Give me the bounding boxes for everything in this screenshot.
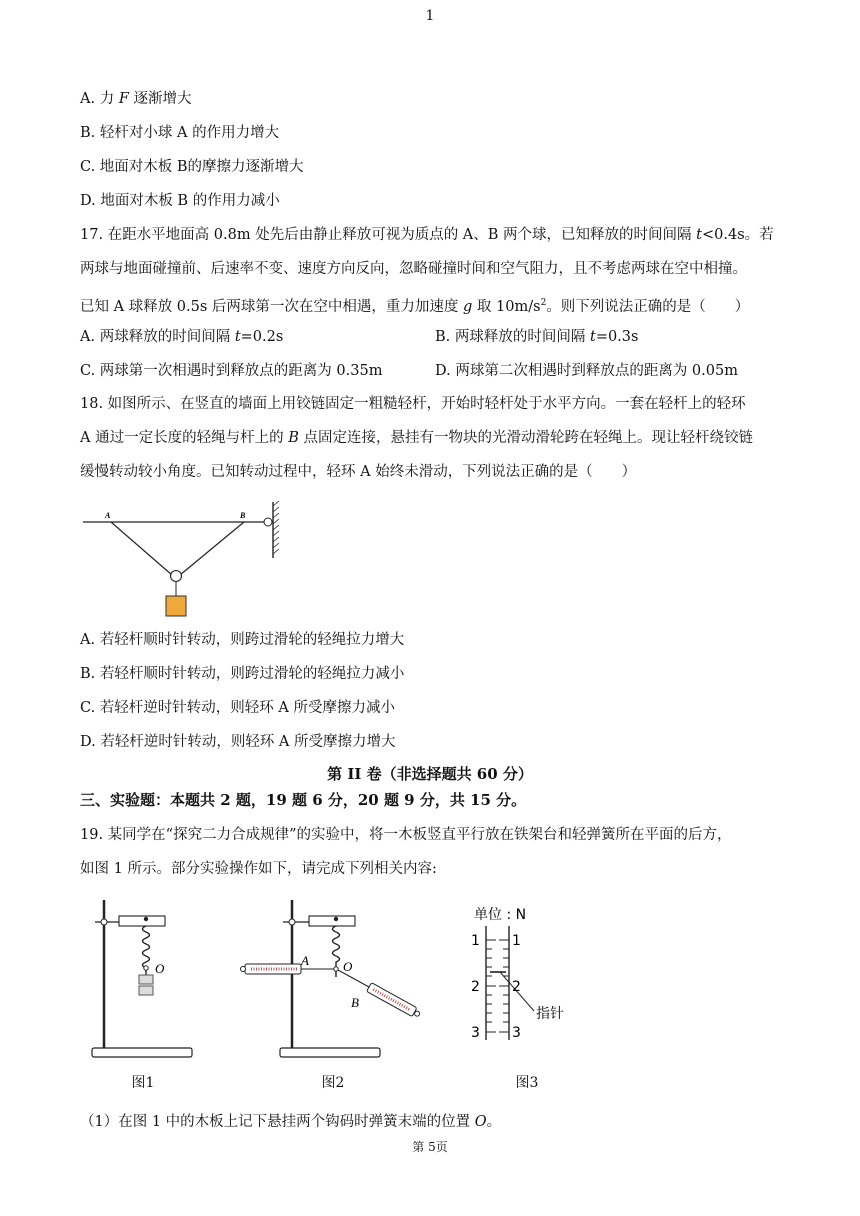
clamp <box>101 919 107 925</box>
q18-stem-line2: A 通过一定长度的轻绳与杆上的 B 点固定连接，悬挂有一物块的光滑动滑轮跨在轻绳上。现让轻杆绕铰链 <box>80 430 753 446</box>
page-footer: 第 5页 <box>412 1140 448 1154</box>
clamp <box>289 919 295 925</box>
label-a: A <box>301 953 309 968</box>
q17-option-d: D. 两球第二次相遇时到释放点的距离为 0.05m <box>435 363 738 379</box>
node-o <box>334 967 338 971</box>
section-3-title: 三、实验题：本题共 2 题，19 题 6 分，20 题 9 分，共 15 分。 <box>80 791 527 809</box>
q17-stem-line3: 已知 A 球释放 0.5s 后两球第一次在空中相遇，重力加速度 g 取 $10m/s^2$。则下列说法正确的是（ ） <box>80 298 750 315</box>
scale-a-ring <box>241 967 246 972</box>
spring-end <box>144 966 148 970</box>
hinge <box>264 518 272 526</box>
caption-figure-3: 图3 <box>515 1075 539 1091</box>
q16-option-d: D. 地面对木板 B 的作用力减小 <box>80 193 280 209</box>
q18-option-c: C. 若轻杆逆时针转动，则轻环 A 所受摩擦力减小 <box>80 700 395 716</box>
q18-option-d: D. 若轻杆逆时针转动，则轻环 A 所受摩擦力增大 <box>80 734 396 750</box>
pulley <box>171 571 182 582</box>
page-number-top: 1 <box>425 8 435 24</box>
tick-1-left: 1 <box>471 933 480 949</box>
label-o: O <box>155 961 165 976</box>
unit-label: 单位 : N <box>474 907 527 923</box>
q18-stem-line3: 缓慢转动较小角度。已知转动过程中，轻环 A 始终未滑动，下列说法正确的是（ ） <box>80 464 637 480</box>
rope-right <box>180 522 244 575</box>
label-a: A <box>105 511 111 520</box>
figure-3-scale-reading <box>460 900 580 1050</box>
spring-hook <box>144 917 148 921</box>
figure-2-two-spring-scales <box>235 895 425 1065</box>
block <box>166 596 186 616</box>
arm-bracket <box>309 916 355 926</box>
q17-stem-line2: 两球与地面碰撞前、后速率不变、速度方向反向，忽略碰撞时间和空气阻力，且不考虑两球在空中相撞。 <box>80 261 747 277</box>
q18-option-a: A. 若轻杆顺时针转动，则跨过滑轮的轻绳拉力增大 <box>80 632 405 648</box>
q19-step-1: （1）在图 1 中的木板上记下悬挂两个钩码时弹簧末端的位置 O。 <box>80 1114 502 1130</box>
q17-option-c: C. 两球第一次相遇时到释放点的距离为 0.35m <box>80 363 383 379</box>
tick-3-right: 3 <box>512 1025 521 1041</box>
tick-2-right: 2 <box>512 979 521 995</box>
q16-option-c: C. 地面对木板 B的摩擦力逐渐增大 <box>80 159 304 175</box>
arm-bracket <box>119 916 165 926</box>
tick-2-left: 2 <box>471 979 480 995</box>
spring-scale-a <box>245 964 301 974</box>
q17-stem-line1: 17. 在距水平地面高 0.8m 处先后由静止释放可视为质点的 A、B 两个球，已知释放的时间间隔 t<0.4s。若 <box>80 227 774 243</box>
pointer-label: 指针 <box>536 1006 564 1022</box>
weight-1 <box>139 975 153 984</box>
tick-3-left: 3 <box>471 1025 480 1041</box>
label-b: B <box>240 511 246 520</box>
wall-hatching <box>273 501 279 554</box>
section-2-title: 第 II 卷（非选择题共 60 分） <box>327 765 533 783</box>
spring-hook <box>334 917 338 921</box>
q17-option-a: A. 两球释放的时间间隔 t=0.2s <box>80 329 284 345</box>
stand-base <box>280 1048 380 1057</box>
q18-option-b: B. 若轻杆顺时针转动，则跨过滑轮的轻绳拉力减小 <box>80 666 405 682</box>
q16-option-b: B. 轻杆对小球 A 的作用力增大 <box>80 125 280 141</box>
left-ticks <box>486 940 496 1032</box>
stand-base <box>92 1048 192 1057</box>
weight-2 <box>139 986 153 995</box>
figure-1-spring-stand <box>85 895 205 1065</box>
q17-option-b: B. 两球释放的时间间隔 t=0.3s <box>435 329 639 345</box>
q16-option-a: A. 力 F 逐渐增大 <box>80 91 192 107</box>
tick-1-right: 1 <box>512 933 521 949</box>
q19-stem-line2: 如图 1 所示。部分实验操作如下，请完成下列相关内容: <box>80 861 437 877</box>
caption-figure-2: 图2 <box>321 1075 345 1091</box>
q18-stem-line1: 18. 如图所示、在竖直的墙面上用铰链固定一粗糙轻杆，开始时轻杆处于水平方向。一套在轻杆上的轻环 <box>80 396 746 412</box>
caption-figure-1: 图1 <box>131 1075 155 1091</box>
rope-left <box>111 522 172 575</box>
spring-scale-b <box>367 983 422 1020</box>
q18-rod-pulley-diagram <box>80 500 290 625</box>
label-b: B <box>351 995 359 1010</box>
right-ticks <box>499 940 509 1032</box>
q19-stem-line1: 19. 某同学在“探究二力合成规律”的实验中，将一木板竖直平行放在铁架台和轻弹簧所在平面的后方， <box>80 827 732 843</box>
label-o: O <box>343 959 353 974</box>
